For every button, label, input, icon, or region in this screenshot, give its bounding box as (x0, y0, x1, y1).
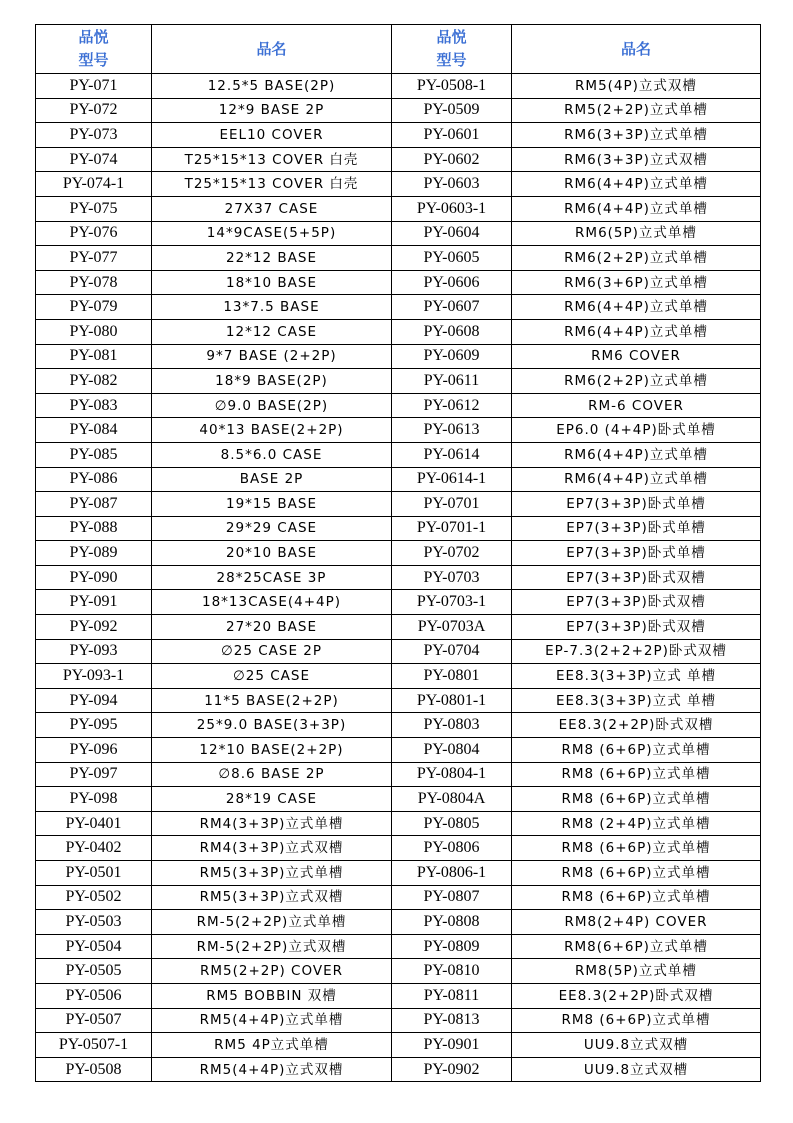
model-code-right: PY-0602 (392, 147, 512, 172)
product-name-right: RM8(2+4P) COVER (512, 910, 761, 935)
model-code-left: PY-076 (36, 221, 152, 246)
table-header (36, 25, 761, 74)
model-code-right: PY-0801 (392, 664, 512, 689)
product-name-left: 18*9 BASE(2P) (152, 369, 392, 394)
product-name-right: EP7(3+3P)卧式双槽 (512, 615, 761, 640)
product-name-left: 11*5 BASE(2+2P) (152, 688, 392, 713)
model-code-left: PY-084 (36, 418, 152, 443)
model-code-right: PY-0811 (392, 983, 512, 1008)
table-row (36, 983, 761, 1008)
product-name-right: RM8 (6+6P)立式单槽 (512, 861, 761, 886)
product-name-right: EP7(3+3P)卧式单槽 (512, 492, 761, 517)
product-name-left: RM4(3+3P)立式单槽 (152, 811, 392, 836)
model-code-right: PY-0808 (392, 910, 512, 935)
table-row (36, 123, 761, 148)
product-name-left: RM5 4P立式单槽 (152, 1033, 392, 1058)
table-row (36, 615, 761, 640)
product-name-right: RM8 (6+6P)立式单槽 (512, 1008, 761, 1033)
table-row (36, 787, 761, 812)
model-code-left: PY-092 (36, 615, 152, 640)
model-code-left: PY-0504 (36, 934, 152, 959)
product-name-right: RM8(6+6P)立式单槽 (512, 934, 761, 959)
table-row (36, 959, 761, 984)
model-code-left: PY-0502 (36, 885, 152, 910)
model-code-right: PY-0809 (392, 934, 512, 959)
table-row (36, 516, 761, 541)
model-code-right: PY-0813 (392, 1008, 512, 1033)
product-name-right: EE8.3(3+3P)立式 单槽 (512, 664, 761, 689)
product-name-right: RM6 COVER (512, 344, 761, 369)
model-code-left: PY-086 (36, 467, 152, 492)
table-row (36, 738, 761, 763)
product-name-left: RM5(3+3P)立式双槽 (152, 885, 392, 910)
product-name-right: RM-6 COVER (512, 393, 761, 418)
table-row (36, 172, 761, 197)
table-row (36, 246, 761, 271)
product-name-left: T25*15*13 COVER 白壳 (152, 172, 392, 197)
product-name-right: RM6(2+2P)立式单槽 (512, 246, 761, 271)
product-name-left: 12.5*5 BASE(2P) (152, 74, 392, 99)
model-code-left: PY-072 (36, 98, 152, 123)
product-name-left: 29*29 CASE (152, 516, 392, 541)
product-name-left: 25*9.0 BASE(3+3P) (152, 713, 392, 738)
table-row (36, 934, 761, 959)
table-row (36, 393, 761, 418)
model-code-left: PY-0503 (36, 910, 152, 935)
product-name-right: RM8 (6+6P)立式单槽 (512, 738, 761, 763)
product-name-left: RM5 BOBBIN 双槽 (152, 983, 392, 1008)
product-name-right: EP7(3+3P)卧式单槽 (512, 516, 761, 541)
product-name-right: EE8.3(2+2P)卧式双槽 (512, 713, 761, 738)
product-name-left: 28*19 CASE (152, 787, 392, 812)
table-row (36, 885, 761, 910)
product-name-left: 28*25CASE 3P (152, 565, 392, 590)
model-code-left: PY-083 (36, 393, 152, 418)
product-name-right: EE8.3(3+3P)立式 单槽 (512, 688, 761, 713)
model-code-right: PY-0701-1 (392, 516, 512, 541)
table-row (36, 467, 761, 492)
model-code-left: PY-0507 (36, 1008, 152, 1033)
model-code-right: PY-0703A (392, 615, 512, 640)
model-code-left: PY-088 (36, 516, 152, 541)
model-header-line1: 品悦 (436, 28, 467, 46)
table-row (36, 270, 761, 295)
model-code-right: PY-0613 (392, 418, 512, 443)
table-row (36, 369, 761, 394)
model-code-right: PY-0804A (392, 787, 512, 812)
model-code-right: PY-0612 (392, 393, 512, 418)
product-name-left: 18*13CASE(4+4P) (152, 590, 392, 615)
product-name-left: ∅8.6 BASE 2P (152, 762, 392, 787)
model-code-right: PY-0604 (392, 221, 512, 246)
table-row (36, 1057, 761, 1082)
model-code-left: PY-096 (36, 738, 152, 763)
product-name-right: RM6(5P)立式单槽 (512, 221, 761, 246)
model-code-left: PY-0505 (36, 959, 152, 984)
table-row (36, 147, 761, 172)
model-code-left: PY-091 (36, 590, 152, 615)
model-code-left: PY-073 (36, 123, 152, 148)
table-row (36, 639, 761, 664)
model-code-left: PY-085 (36, 442, 152, 467)
product-name-right: RM5(2+2P)立式单槽 (512, 98, 761, 123)
product-name-right: RM6(3+3P)立式单槽 (512, 123, 761, 148)
model-code-left: PY-0401 (36, 811, 152, 836)
product-name-left: BASE 2P (152, 467, 392, 492)
model-code-right: PY-0603-1 (392, 196, 512, 221)
table-row (36, 836, 761, 861)
model-code-right: PY-0902 (392, 1057, 512, 1082)
table-row (36, 664, 761, 689)
model-code-left: PY-087 (36, 492, 152, 517)
product-name-right: RM6(4+4P)立式单槽 (512, 172, 761, 197)
model-header-right (392, 25, 512, 74)
model-code-left: PY-074 (36, 147, 152, 172)
product-name-right: RM6(4+4P)立式单槽 (512, 319, 761, 344)
product-name-left: ∅25 CASE 2P (152, 639, 392, 664)
model-code-left: PY-0501 (36, 861, 152, 886)
model-code-right: PY-0609 (392, 344, 512, 369)
model-code-right: PY-0508-1 (392, 74, 512, 99)
table-row (36, 442, 761, 467)
table-body (36, 74, 761, 1082)
model-code-left: PY-089 (36, 541, 152, 566)
product-name-right: UU9.8立式双槽 (512, 1057, 761, 1082)
product-name-left: 9*7 BASE (2+2P) (152, 344, 392, 369)
model-code-right: PY-0804-1 (392, 762, 512, 787)
model-code-right: PY-0614 (392, 442, 512, 467)
product-name-left: 27*20 BASE (152, 615, 392, 640)
model-code-left: PY-093 (36, 639, 152, 664)
product-name-left: 14*9CASE(5+5P) (152, 221, 392, 246)
model-code-right: PY-0601 (392, 123, 512, 148)
model-code-right: PY-0606 (392, 270, 512, 295)
model-code-left: PY-0508 (36, 1057, 152, 1082)
model-code-right: PY-0801-1 (392, 688, 512, 713)
product-name-left: 12*9 BASE 2P (152, 98, 392, 123)
product-name-right: RM8 (6+6P)立式单槽 (512, 885, 761, 910)
model-header-left (36, 25, 152, 74)
product-name-right: RM8(5P)立式单槽 (512, 959, 761, 984)
product-name-right: RM6(4+4P)立式单槽 (512, 442, 761, 467)
product-name-right: RM6(3+6P)立式单槽 (512, 270, 761, 295)
model-code-left: PY-094 (36, 688, 152, 713)
product-name-right: RM8 (2+4P)立式单槽 (512, 811, 761, 836)
product-name-left: 27X37 CASE (152, 196, 392, 221)
table-row (36, 861, 761, 886)
model-code-left: PY-095 (36, 713, 152, 738)
model-code-right: PY-0614-1 (392, 467, 512, 492)
table-row (36, 541, 761, 566)
model-code-left: PY-080 (36, 319, 152, 344)
product-name-left: 8.5*6.0 CASE (152, 442, 392, 467)
model-code-right: PY-0611 (392, 369, 512, 394)
table-row (36, 762, 761, 787)
model-code-left: PY-0507-1 (36, 1033, 152, 1058)
product-name-left: 12*10 BASE(2+2P) (152, 738, 392, 763)
model-header-line2: 型号 (436, 51, 467, 69)
model-code-right: PY-0805 (392, 811, 512, 836)
product-name-right: RM8 (6+6P)立式单槽 (512, 762, 761, 787)
product-name-right: EP7(3+3P)卧式双槽 (512, 565, 761, 590)
table-row (36, 74, 761, 99)
model-code-right: PY-0807 (392, 885, 512, 910)
name-header-left: 品名 (152, 25, 392, 74)
table-row (36, 319, 761, 344)
product-name-right: RM8 (6+6P)立式单槽 (512, 836, 761, 861)
table-row (36, 492, 761, 517)
product-name-right: RM6(4+4P)立式单槽 (512, 295, 761, 320)
model-code-right: PY-0703 (392, 565, 512, 590)
model-code-right: PY-0810 (392, 959, 512, 984)
model-code-right: PY-0702 (392, 541, 512, 566)
product-name-right: RM6(4+4P)立式单槽 (512, 196, 761, 221)
table-row (36, 344, 761, 369)
product-name-left: T25*15*13 COVER 白壳 (152, 147, 392, 172)
product-name-left: 20*10 BASE (152, 541, 392, 566)
product-name-left: RM4(3+3P)立式双槽 (152, 836, 392, 861)
table-row (36, 565, 761, 590)
model-code-right: PY-0509 (392, 98, 512, 123)
product-name-left: RM5(2+2P) COVER (152, 959, 392, 984)
model-code-right: PY-0806-1 (392, 861, 512, 886)
product-name-right: EP6.0 (4+4P)卧式单槽 (512, 418, 761, 443)
product-name-left: RM5(3+3P)立式单槽 (152, 861, 392, 886)
model-code-left: PY-079 (36, 295, 152, 320)
model-code-right: PY-0901 (392, 1033, 512, 1058)
model-code-left: PY-074-1 (36, 172, 152, 197)
product-name-left: 18*10 BASE (152, 270, 392, 295)
model-code-left: PY-081 (36, 344, 152, 369)
table-row (36, 713, 761, 738)
product-name-left: 12*12 CASE (152, 319, 392, 344)
table-row (36, 1033, 761, 1058)
model-code-right: PY-0704 (392, 639, 512, 664)
table-row (36, 98, 761, 123)
model-code-right: PY-0806 (392, 836, 512, 861)
product-name-right: RM6(2+2P)立式单槽 (512, 369, 761, 394)
model-header-line2: 型号 (78, 51, 109, 69)
table-row (36, 221, 761, 246)
product-name-right: EP7(3+3P)卧式单槽 (512, 541, 761, 566)
model-code-left: PY-097 (36, 762, 152, 787)
header-row (36, 25, 761, 74)
model-code-right: PY-0701 (392, 492, 512, 517)
product-name-left: EEL10 COVER (152, 123, 392, 148)
product-name-right: EE8.3(2+2P)卧式双槽 (512, 983, 761, 1008)
model-code-left: PY-093-1 (36, 664, 152, 689)
product-name-left: RM-5(2+2P)立式双槽 (152, 934, 392, 959)
model-code-left: PY-098 (36, 787, 152, 812)
product-name-left: ∅25 CASE (152, 664, 392, 689)
product-name-left: 40*13 BASE(2+2P) (152, 418, 392, 443)
product-name-left: ∅9.0 BASE(2P) (152, 393, 392, 418)
product-name-left: RM5(4+4P)立式双槽 (152, 1057, 392, 1082)
model-code-left: PY-078 (36, 270, 152, 295)
table-row (36, 295, 761, 320)
model-code-right: PY-0605 (392, 246, 512, 271)
table-row (36, 910, 761, 935)
model-header-line1: 品悦 (78, 28, 109, 46)
model-code-right: PY-0607 (392, 295, 512, 320)
model-code-left: PY-090 (36, 565, 152, 590)
product-name-right: EP7(3+3P)卧式双槽 (512, 590, 761, 615)
model-code-right: PY-0608 (392, 319, 512, 344)
product-name-right: EP-7.3(2+2+2P)卧式双槽 (512, 639, 761, 664)
product-name-right: RM5(4P)立式双槽 (512, 74, 761, 99)
product-name-left: RM5(4+4P)立式单槽 (152, 1008, 392, 1033)
model-code-right: PY-0803 (392, 713, 512, 738)
name-header-right: 品名 (512, 25, 761, 74)
model-code-left: PY-075 (36, 196, 152, 221)
product-name-left: 22*12 BASE (152, 246, 392, 271)
model-code-left: PY-0506 (36, 983, 152, 1008)
table-row (36, 196, 761, 221)
model-code-left: PY-0402 (36, 836, 152, 861)
product-name-left: 13*7.5 BASE (152, 295, 392, 320)
product-name-left: 19*15 BASE (152, 492, 392, 517)
model-code-right: PY-0703-1 (392, 590, 512, 615)
model-code-left: PY-071 (36, 74, 152, 99)
table-row (36, 688, 761, 713)
table-row (36, 811, 761, 836)
table-row (36, 418, 761, 443)
model-code-right: PY-0804 (392, 738, 512, 763)
product-name-right: RM8 (6+6P)立式单槽 (512, 787, 761, 812)
model-code-right: PY-0603 (392, 172, 512, 197)
product-name-right: RM6(3+3P)立式双槽 (512, 147, 761, 172)
product-name-left: RM-5(2+2P)立式单槽 (152, 910, 392, 935)
table-row (36, 1008, 761, 1033)
model-code-left: PY-082 (36, 369, 152, 394)
product-name-right: RM6(4+4P)立式单槽 (512, 467, 761, 492)
product-table (35, 24, 761, 1082)
table-row (36, 590, 761, 615)
model-code-left: PY-077 (36, 246, 152, 271)
product-name-right: UU9.8立式双槽 (512, 1033, 761, 1058)
